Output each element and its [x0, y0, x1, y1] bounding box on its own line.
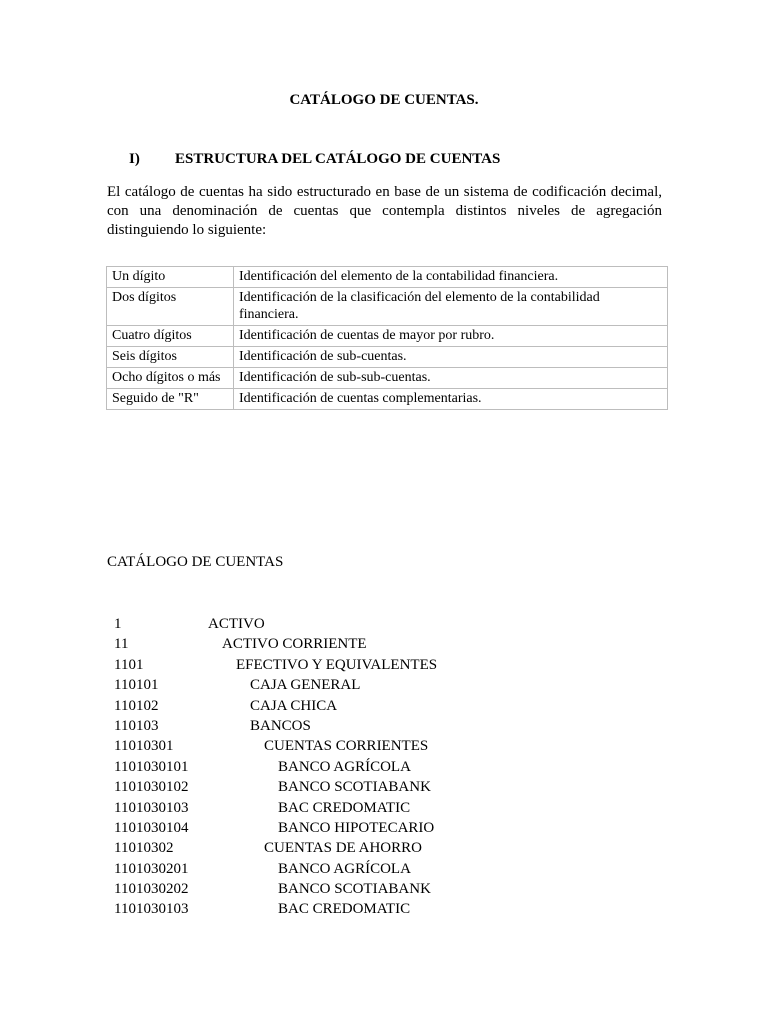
- account-code: 110102: [114, 697, 159, 714]
- level-cell: Dos dígitos: [107, 288, 234, 326]
- account-row: [114, 736, 614, 756]
- account-name: BAC CREDOMATIC: [278, 799, 411, 816]
- description-cell: Identificación de la clasificación del elemento de la contabilidad financiera.: [234, 288, 668, 326]
- description-cell: Identificación de cuentas de mayor por rubro.: [234, 326, 668, 347]
- page-title: CATÁLOGO DE CUENTAS.: [289, 92, 479, 108]
- account-name: BAC CREDOMATIC: [278, 901, 411, 918]
- account-row: [114, 899, 614, 919]
- account-name: BANCOS: [250, 717, 311, 734]
- section-heading: [129, 151, 500, 168]
- account-name: ACTIVO: [208, 616, 265, 632]
- account-name: CUENTAS DE AHORRO: [264, 840, 422, 857]
- account-code: 1101030103: [114, 799, 189, 816]
- account-name: CUENTAS CORRIENTES: [264, 738, 429, 755]
- table-row: [107, 267, 668, 288]
- account-code: 1101030102: [114, 779, 189, 796]
- account-code: 1101030202: [114, 881, 189, 898]
- account-code: 1101030104: [114, 819, 189, 836]
- levels-table: [106, 266, 668, 410]
- level-cell: Un dígito: [107, 267, 234, 288]
- account-name: BANCO SCOTIABANK: [278, 881, 431, 898]
- account-row: [114, 675, 614, 695]
- catalog-title: CATÁLOGO DE CUENTAS: [107, 554, 284, 570]
- intro-paragraph: El catálogo de cuentas ha sido estructurado en base de un sistema de codificación decimal, con una denominación de cuentas que contempla distintos niveles de agregación distinguiendo lo siguiente:: [107, 184, 662, 238]
- account-code: 110103: [114, 717, 159, 734]
- account-row: [114, 859, 614, 879]
- account-code: 110101: [114, 677, 159, 694]
- account-row: [114, 614, 614, 634]
- description-cell: Identificación de cuentas complementarias.: [234, 389, 668, 410]
- level-cell: Ocho dígitos o más: [107, 368, 234, 389]
- account-name: BANCO AGRÍCOLA: [278, 860, 411, 877]
- table-row: [107, 347, 668, 368]
- account-row: [114, 634, 614, 654]
- account-code: 11: [114, 636, 129, 653]
- account-code: 1: [114, 616, 122, 632]
- account-name: BANCO AGRÍCOLA: [278, 758, 411, 775]
- account-name: ACTIVO CORRIENTE: [222, 636, 367, 653]
- account-name: CAJA CHICA: [250, 697, 338, 714]
- account-row: [114, 696, 614, 716]
- account-row: [114, 798, 614, 818]
- account-name: BANCO SCOTIABANK: [278, 779, 431, 796]
- account-row: [114, 879, 614, 899]
- level-cell: Seguido de "R": [107, 389, 234, 410]
- account-row: [114, 818, 614, 838]
- account-code: 1101030103: [114, 901, 189, 918]
- account-code: 1101030101: [114, 758, 189, 775]
- account-code: 11010301: [114, 738, 174, 755]
- section-number: I): [129, 151, 140, 167]
- account-code: 1101030201: [114, 860, 189, 877]
- table-row: [107, 326, 668, 347]
- account-row: [114, 777, 614, 797]
- table-row: [107, 288, 668, 326]
- accounts-list: [114, 614, 614, 920]
- account-row: [114, 838, 614, 858]
- level-cell: Cuatro dígitos: [107, 326, 234, 347]
- table-row: [107, 389, 668, 410]
- section-heading-text: ESTRUCTURA DEL CATÁLOGO DE CUENTAS: [175, 151, 501, 167]
- account-row: [114, 757, 614, 777]
- account-name: BANCO HIPOTECARIO: [278, 819, 435, 836]
- level-cell: Seis dígitos: [107, 347, 234, 368]
- description-cell: Identificación del elemento de la contabilidad financiera.: [234, 267, 668, 288]
- account-name: CAJA GENERAL: [250, 677, 361, 694]
- table-row: [107, 368, 668, 389]
- description-cell: Identificación de sub-sub-cuentas.: [234, 368, 668, 389]
- account-name: EFECTIVO Y EQUIVALENTES: [236, 656, 438, 673]
- account-row: [114, 716, 614, 736]
- account-code: 11010302: [114, 840, 174, 857]
- description-cell: Identificación de sub-cuentas.: [234, 347, 668, 368]
- account-code: 1101: [114, 656, 144, 673]
- account-row: [114, 655, 614, 675]
